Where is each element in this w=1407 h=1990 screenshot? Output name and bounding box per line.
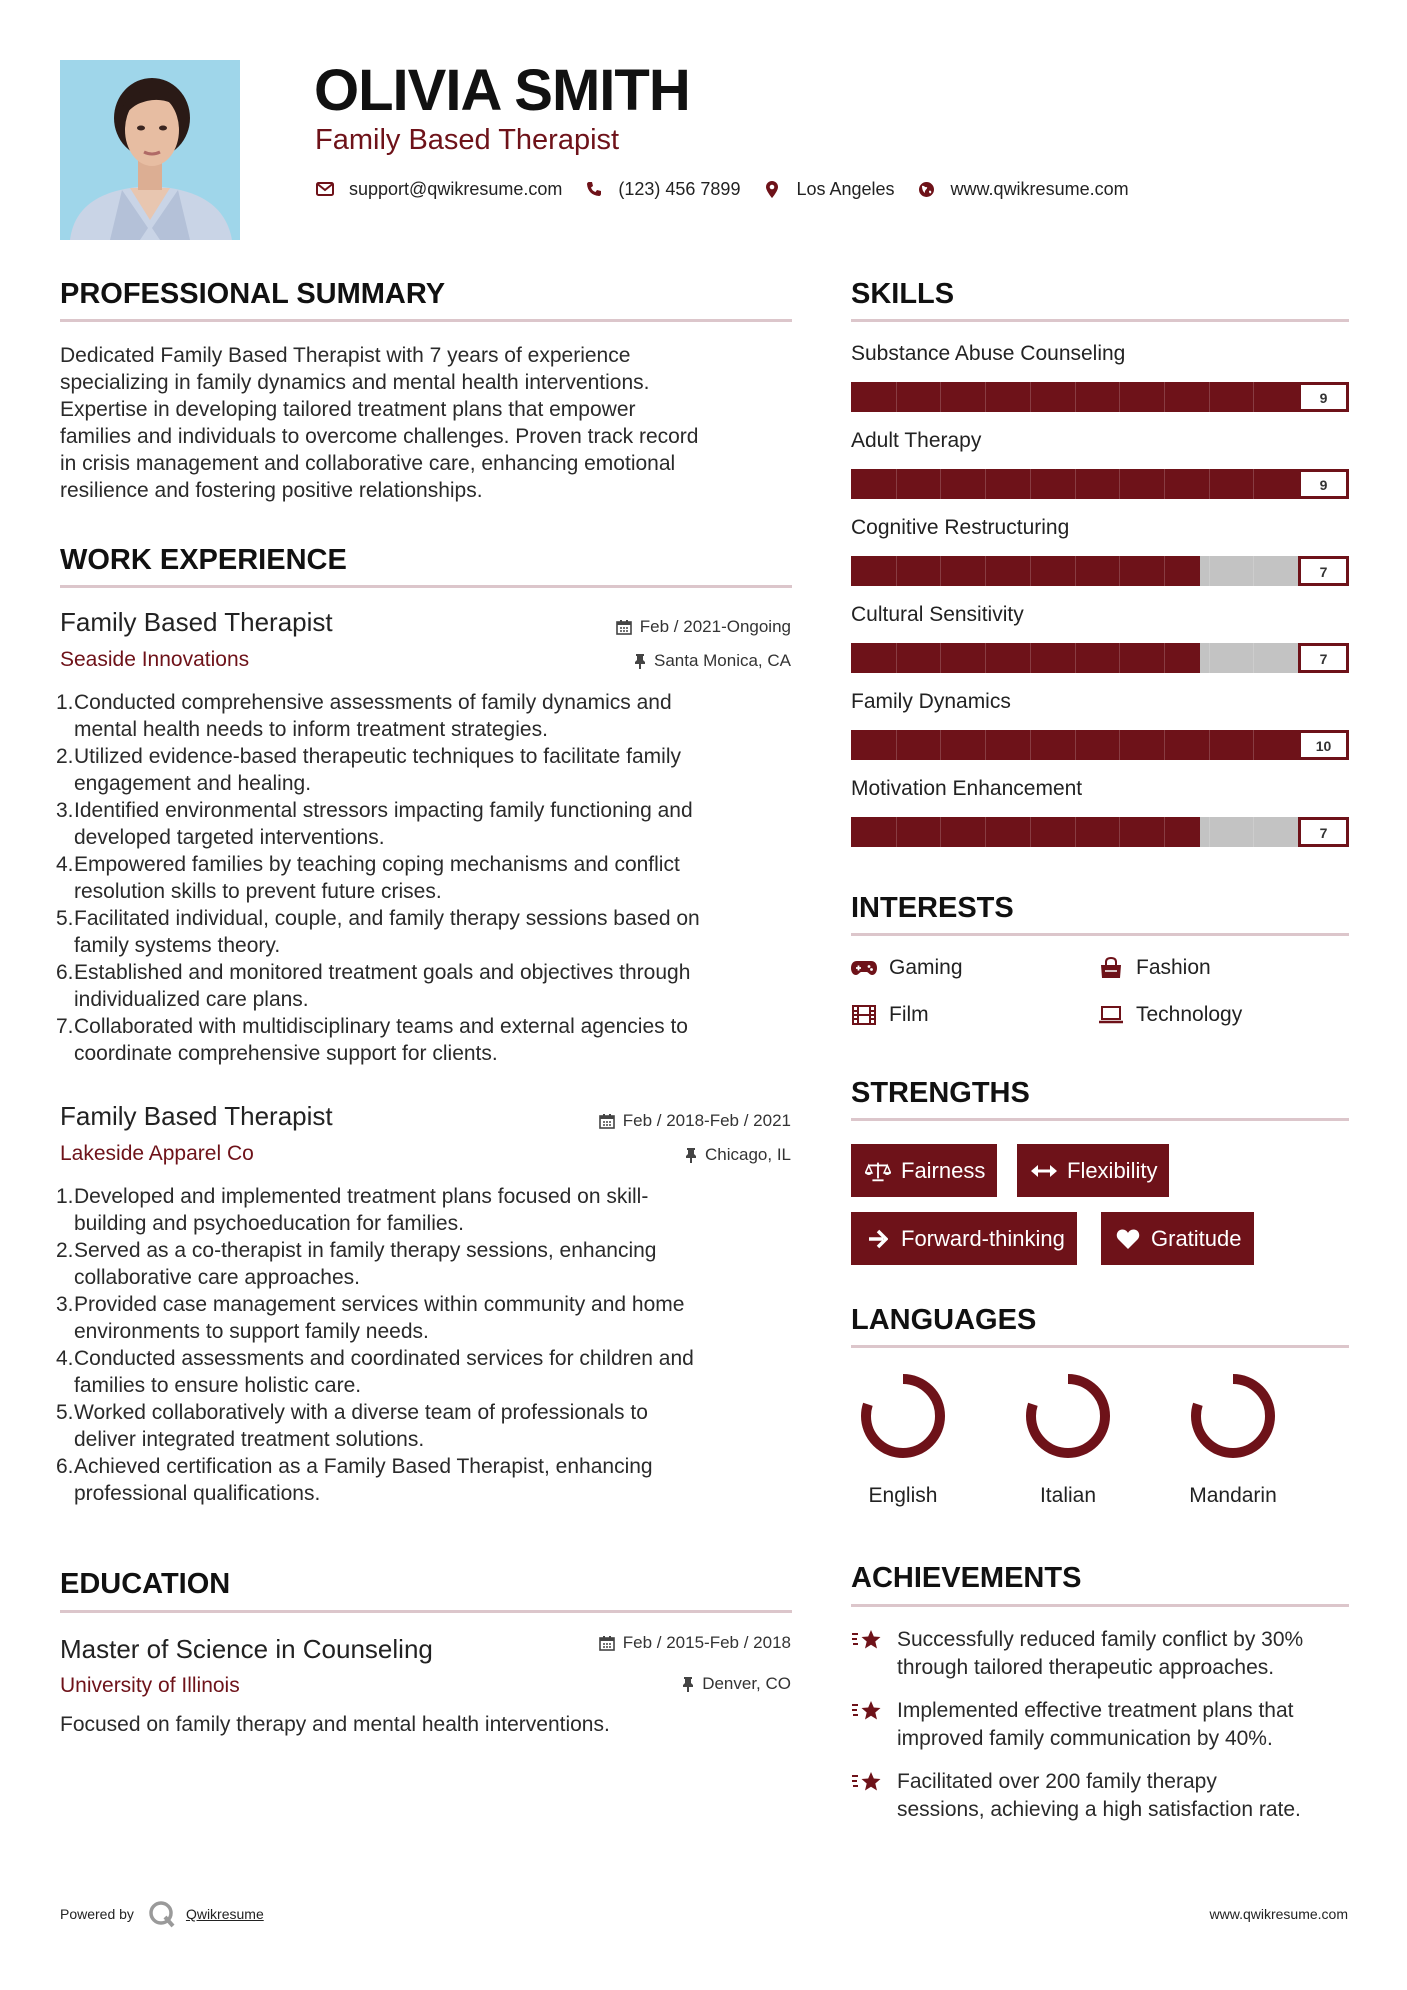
skill-bar-segment-divider xyxy=(1253,730,1254,760)
calendar-icon xyxy=(599,1635,615,1651)
degree-title: Master of Science in Counseling xyxy=(60,1634,433,1664)
contact-website[interactable] xyxy=(917,179,1129,200)
map-pin-icon xyxy=(762,179,782,199)
interest-label: Film xyxy=(889,1003,929,1026)
achievements-divider xyxy=(851,1604,1349,1607)
skill-label: Adult Therapy xyxy=(851,429,982,452)
skill-bar-segment-divider xyxy=(1075,382,1076,412)
skill-bar-segment-divider xyxy=(1075,730,1076,760)
list-item: 4. Empowered families by teaching coping mechanisms and conflict resolution skills to prevent future crises. xyxy=(56,853,680,903)
powered-by-text: Powered by xyxy=(60,1906,134,1922)
skill-bar-segment-divider xyxy=(985,469,986,499)
education-location xyxy=(682,1673,791,1695)
skill-bar-segment-divider xyxy=(985,556,986,586)
phone-text: (123) 456 7899 xyxy=(618,178,741,199)
heart-icon xyxy=(1115,1226,1141,1252)
education-location-text: Denver, CO xyxy=(702,1674,791,1693)
list-item: 6. Established and monitored treatment goals and objectives through individualized care plans. xyxy=(56,961,691,1011)
school-name: University of Illinois xyxy=(60,1674,240,1697)
skill-bar-segment-divider xyxy=(1119,643,1120,673)
skill-level-number: 9 xyxy=(1319,390,1328,406)
language-level-arc xyxy=(1031,1379,1105,1453)
skill-level-value xyxy=(1298,469,1349,499)
skill-bar-segment-divider xyxy=(1253,643,1254,673)
language-label: Mandarin xyxy=(1189,1484,1277,1507)
skills-heading: SKILLS xyxy=(851,278,955,310)
skill-bar-segment-divider xyxy=(985,643,986,673)
qwikresume-link[interactable]: Qwikresume xyxy=(185,1906,264,1922)
footer-website[interactable]: www.qwikresume.com xyxy=(1209,1906,1348,1922)
skill-level-number: 7 xyxy=(1319,564,1328,580)
language-level-ring xyxy=(1020,1368,1116,1464)
skill-bar-segment-divider xyxy=(985,817,986,847)
skill-bar-segment-divider xyxy=(1164,817,1165,847)
shopping-bag-icon xyxy=(1098,957,1124,979)
language-level-arc xyxy=(866,1379,940,1453)
skill-level-value xyxy=(1298,643,1349,673)
interest-label: Gaming xyxy=(889,956,963,979)
job-company: Seaside Innovations xyxy=(60,648,250,671)
strength-badge xyxy=(851,1212,1077,1265)
skill-level-bar xyxy=(851,556,1349,586)
skill-bar-segment-divider xyxy=(1030,556,1031,586)
job-location-text: Chicago, IL xyxy=(705,1145,791,1164)
interest-item xyxy=(1098,1001,1242,1029)
skill-bar-segment-divider xyxy=(1075,556,1076,586)
skill-bar-segment-divider xyxy=(896,556,897,586)
list-item: 3. Identified environmental stressors impacting family functioning and developed targeted interventions. xyxy=(56,799,693,849)
interest-item xyxy=(851,954,963,982)
skill-bar-segment-divider xyxy=(896,382,897,412)
strength-label: Forward-thinking xyxy=(901,1225,1065,1251)
skill-label: Substance Abuse Counseling xyxy=(851,342,1126,365)
language-label: English xyxy=(868,1484,938,1507)
education-heading: EDUCATION xyxy=(60,1568,231,1600)
achievement-item xyxy=(851,1697,1294,1753)
skill-bar-segment-divider xyxy=(896,643,897,673)
skill-bar-segment-divider xyxy=(1164,643,1165,673)
arrows-horizontal-icon xyxy=(1031,1158,1057,1184)
language-label: Italian xyxy=(1039,1484,1097,1507)
skill-level-bar xyxy=(851,382,1349,412)
skill-bar-segment-divider xyxy=(896,469,897,499)
skill-bar-segment-divider xyxy=(1119,817,1120,847)
film-icon xyxy=(851,1004,877,1026)
skill-label: Family Dynamics xyxy=(851,690,1011,713)
gamepad-icon xyxy=(851,957,877,979)
skill-bar-segment-divider xyxy=(896,730,897,760)
job-title: Family Based Therapist xyxy=(60,1101,333,1131)
list-item: 7. Collaborated with multidisciplinary teams and external agencies to coordinate comprehensive support for clients. xyxy=(56,1015,688,1065)
contact-phone[interactable] xyxy=(584,179,740,200)
interests-divider xyxy=(851,933,1349,936)
interests-heading: INTERESTS xyxy=(851,892,1014,924)
interest-label: Fashion xyxy=(1136,956,1211,979)
job-location xyxy=(685,1144,791,1166)
experience-heading: WORK EXPERIENCE xyxy=(60,544,347,576)
skills-divider xyxy=(851,319,1349,322)
achievement-line: Facilitated over 200 family therapy xyxy=(897,1770,1217,1793)
skill-label: Motivation Enhancement xyxy=(851,777,1083,800)
laptop-icon xyxy=(1098,1004,1124,1026)
skill-bar-fill xyxy=(851,556,1200,586)
languages-divider xyxy=(851,1345,1349,1348)
footer-powered-by xyxy=(60,1900,264,1928)
job-dates-text: Feb / 2021-Ongoing xyxy=(639,617,791,636)
languages-heading: LANGUAGES xyxy=(851,1304,1037,1336)
candidate-title: Family Based Therapist xyxy=(315,124,620,156)
strength-label: Fairness xyxy=(901,1157,986,1183)
language-level-ring xyxy=(855,1368,951,1464)
skill-bar-segment-divider xyxy=(1209,556,1210,586)
skill-bar-segment-divider xyxy=(940,730,941,760)
language-level-ring xyxy=(1185,1368,1281,1464)
pushpin-icon xyxy=(685,1147,697,1163)
skill-bar-segment-divider xyxy=(1209,469,1210,499)
language-item xyxy=(1163,1368,1303,1510)
job-dates-text: Feb / 2018-Feb / 2021 xyxy=(622,1111,791,1130)
skill-label: Cognitive Restructuring xyxy=(851,516,1070,539)
skill-bar-fill xyxy=(851,730,1349,760)
qwikresume-logo-icon xyxy=(148,1900,176,1928)
skill-bar-segment-divider xyxy=(1164,382,1165,412)
website-text: www.qwikresume.com xyxy=(950,178,1129,199)
skill-bar-segment-divider xyxy=(1164,730,1165,760)
skill-bar-segment-divider xyxy=(1253,817,1254,847)
skill-bar-segment-divider xyxy=(1030,643,1031,673)
candidate-name: OLIVIA SMITH xyxy=(314,58,690,123)
skill-bar-segment-divider xyxy=(1253,382,1254,412)
skill-label: Cultural Sensitivity xyxy=(851,603,1024,626)
summary-line: Dedicated Family Based Therapist with 7 years of experience xyxy=(60,344,631,367)
strength-label: Gratitude xyxy=(1151,1225,1242,1251)
skill-level-bar xyxy=(851,730,1349,760)
achievement-line: improved family communication by 40%. xyxy=(897,1727,1273,1750)
skill-bar-segment-divider xyxy=(1119,382,1120,412)
achievement-line: Implemented effective treatment plans that xyxy=(897,1699,1294,1722)
list-item: 1. Conducted comprehensive assessments of family dynamics and mental health needs to inform treatment strategies. xyxy=(56,691,672,741)
achievements-heading: ACHIEVEMENTS xyxy=(851,1562,1082,1594)
list-item: 3. Provided case management services within community and home environments to support family needs. xyxy=(56,1293,685,1343)
skill-level-number: 7 xyxy=(1319,651,1328,667)
interest-label: Technology xyxy=(1136,1003,1243,1026)
star-icon xyxy=(851,1768,885,1796)
list-item: 5. Facilitated individual, couple, and family therapy sessions based on family systems theory. xyxy=(56,907,700,957)
skill-bar-segment-divider xyxy=(1075,643,1076,673)
skill-level-number: 10 xyxy=(1315,738,1332,754)
skill-bar-segment-divider xyxy=(1209,817,1210,847)
skill-bar-segment-divider xyxy=(985,730,986,760)
skill-level-value xyxy=(1298,730,1349,760)
education-dates-text: Feb / 2015-Feb / 2018 xyxy=(622,1633,791,1652)
calendar-icon xyxy=(616,619,632,635)
location-text: Los Angeles xyxy=(796,178,895,199)
contact-email[interactable] xyxy=(315,179,562,200)
interest-item xyxy=(1098,954,1211,982)
summary-heading: PROFESSIONAL SUMMARY xyxy=(60,278,446,310)
list-item: 6. Achieved certification as a Family Based Therapist, enhancing professional qualifications. xyxy=(56,1455,653,1505)
skill-level-value xyxy=(1298,556,1349,586)
strength-badge xyxy=(851,1144,997,1197)
skill-bar-segment-divider xyxy=(940,556,941,586)
skill-bar-segment-divider xyxy=(940,382,941,412)
job-bullets xyxy=(56,689,796,1067)
skill-bar-segment-divider xyxy=(896,817,897,847)
star-icon xyxy=(851,1697,885,1725)
contact-bar xyxy=(315,176,1151,202)
skill-level-value xyxy=(1298,817,1349,847)
star-icon xyxy=(851,1626,885,1654)
list-item: 2. Served as a co-therapist in family therapy sessions, enhancing collaborative care approaches. xyxy=(56,1239,657,1289)
education-divider xyxy=(60,1610,792,1613)
skill-level-bar xyxy=(851,469,1349,499)
skill-bar-segment-divider xyxy=(1030,730,1031,760)
calendar-icon xyxy=(599,1113,615,1129)
skill-bar-segment-divider xyxy=(1119,469,1120,499)
skill-level-value xyxy=(1298,382,1349,412)
summary-line: families and individuals to overcome challenges. Proven track record xyxy=(60,425,699,448)
skill-bar-segment-divider xyxy=(985,382,986,412)
achievement-line: Successfully reduced family conflict by 30% xyxy=(897,1628,1304,1651)
achievement-item xyxy=(851,1768,1301,1824)
skill-bar-segment-divider xyxy=(940,817,941,847)
skill-bar-segment-divider xyxy=(1209,730,1210,760)
skill-level-number: 7 xyxy=(1319,825,1328,841)
strengths-divider xyxy=(851,1118,1349,1121)
job-dates xyxy=(599,1110,791,1132)
list-item: 4. Conducted assessments and coordinated services for children and families to ensure holistic care. xyxy=(56,1347,694,1397)
list-item: 5. Worked collaboratively with a diverse team of professionals to deliver integrated treatment solutions. xyxy=(56,1401,648,1451)
job-location-text: Santa Monica, CA xyxy=(653,651,791,670)
profile-photo xyxy=(60,60,240,240)
list-item: 2. Utilized evidence-based therapeutic techniques to facilitate family engagement and healing. xyxy=(56,745,682,795)
job-dates xyxy=(616,616,791,638)
globe-icon xyxy=(917,179,937,199)
language-level-arc xyxy=(1196,1379,1270,1453)
achievement-line: through tailored therapeutic approaches. xyxy=(897,1656,1275,1679)
pushpin-icon xyxy=(634,653,646,669)
achievement-item xyxy=(851,1626,1303,1682)
summary-line: specializing in family dynamics and mental health interventions. xyxy=(60,371,650,394)
strength-badge xyxy=(1017,1144,1169,1197)
skill-bar-segment-divider xyxy=(1075,817,1076,847)
skill-bar-segment-divider xyxy=(1209,643,1210,673)
experience-divider xyxy=(60,585,792,588)
achievement-line: sessions, achieving a high satisfaction rate. xyxy=(897,1798,1301,1821)
email-text: support@qwikresume.com xyxy=(349,178,563,199)
summary-divider xyxy=(60,319,792,322)
skill-level-bar xyxy=(851,643,1349,673)
skill-bar-segment-divider xyxy=(1253,556,1254,586)
arrow-right-icon xyxy=(865,1226,891,1252)
skill-bar-fill xyxy=(851,817,1200,847)
summary-line: Expertise in developing tailored treatment plans that empower xyxy=(60,398,636,421)
education-dates xyxy=(599,1632,791,1654)
skill-bar-segment-divider xyxy=(1030,382,1031,412)
envelope-icon xyxy=(315,179,335,199)
skill-bar-segment-divider xyxy=(1119,730,1120,760)
pushpin-icon xyxy=(682,1676,694,1692)
skill-bar-segment-divider xyxy=(1119,556,1120,586)
contact-location xyxy=(762,179,894,200)
skill-level-number: 9 xyxy=(1319,477,1328,493)
skill-bar-segment-divider xyxy=(1209,382,1210,412)
job-bullets xyxy=(56,1183,796,1507)
phone-icon xyxy=(584,179,604,199)
skill-bar-segment-divider xyxy=(940,469,941,499)
skill-bar-segment-divider xyxy=(1164,469,1165,499)
skill-bar-segment-divider xyxy=(1075,469,1076,499)
strengths-heading: STRENGTHS xyxy=(851,1077,1030,1109)
skill-bar-segment-divider xyxy=(1164,556,1165,586)
summary-text xyxy=(60,342,800,504)
education-description: Focused on family therapy and mental health interventions. xyxy=(60,1713,610,1736)
strength-badge xyxy=(1101,1212,1254,1265)
balance-scale-icon xyxy=(865,1158,891,1184)
skill-bar-segment-divider xyxy=(1253,469,1254,499)
list-item: 1. Developed and implemented treatment plans focused on skill- building and psychoeducation for families. xyxy=(56,1185,649,1235)
skill-level-bar xyxy=(851,817,1349,847)
strength-label: Flexibility xyxy=(1067,1157,1158,1183)
job-location xyxy=(634,650,791,672)
language-item xyxy=(998,1368,1138,1510)
summary-line: resilience and fostering positive relationships. xyxy=(60,479,483,502)
job-title: Family Based Therapist xyxy=(60,607,333,637)
summary-line: in crisis management and collaborative care, enhancing emotional xyxy=(60,452,676,475)
job-company: Lakeside Apparel Co xyxy=(60,1142,254,1165)
language-item xyxy=(833,1368,973,1510)
interest-item xyxy=(851,1001,929,1029)
skill-bar-segment-divider xyxy=(940,643,941,673)
skill-bar-segment-divider xyxy=(1030,469,1031,499)
skill-bar-segment-divider xyxy=(1030,817,1031,847)
skill-bar-fill xyxy=(851,643,1200,673)
